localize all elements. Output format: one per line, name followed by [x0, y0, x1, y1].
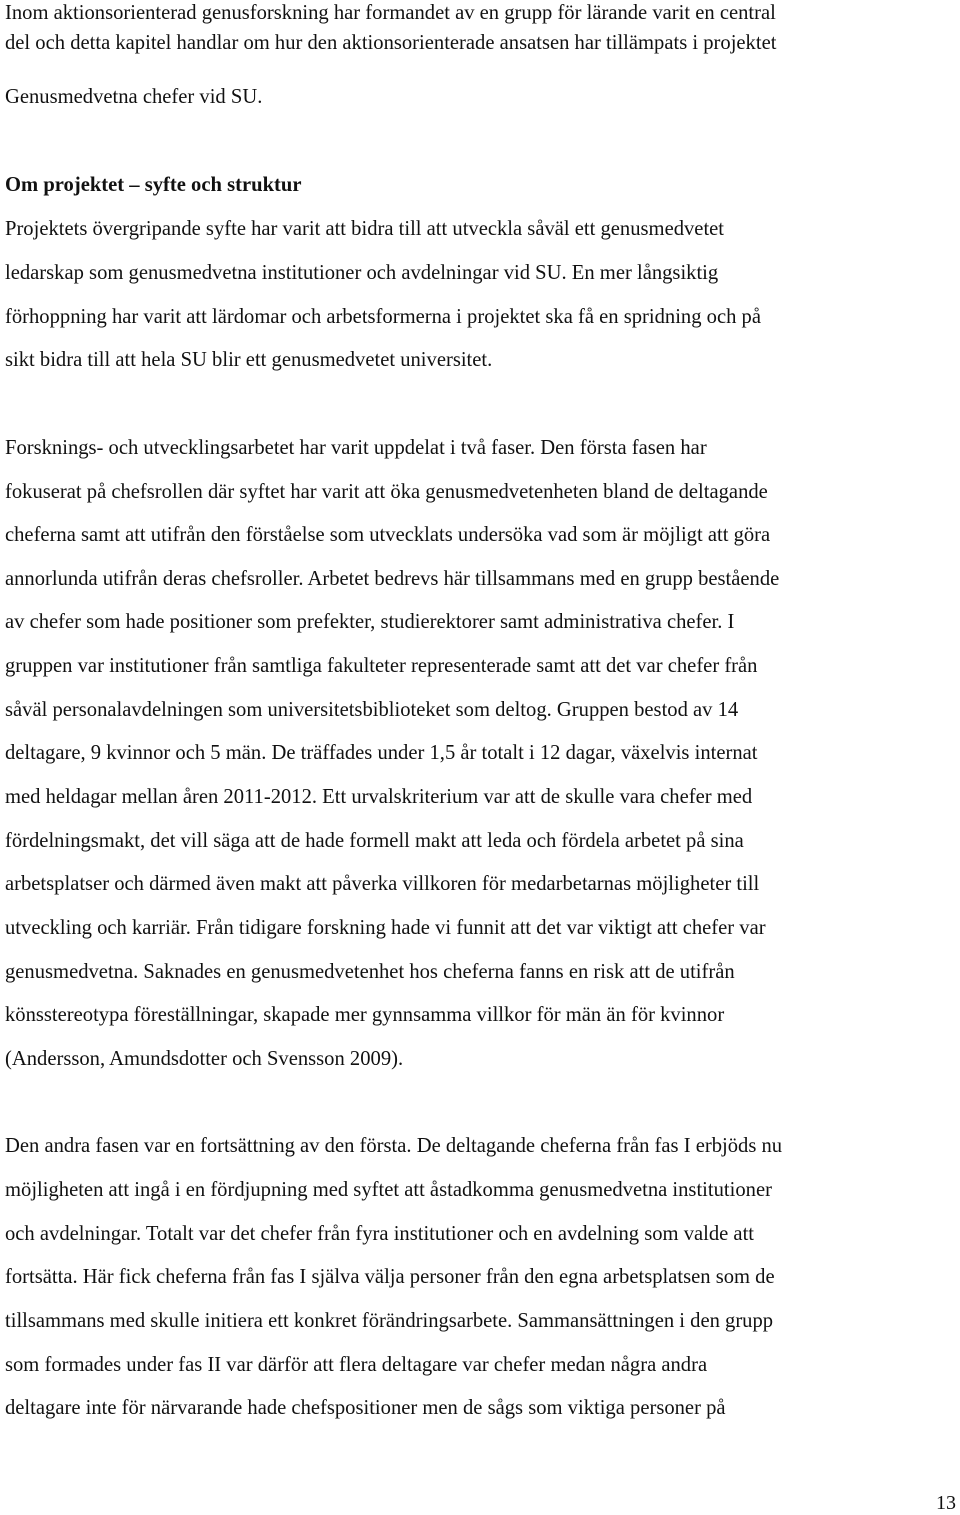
para2-line-1: Forsknings- och utvecklingsarbetet har varit uppdelat i två faser. Den första fasen har	[5, 437, 707, 459]
para2-line-2: fokuserat på chefsrollen där syftet har varit att öka genusmedvetenheten bland de deltagande	[5, 481, 768, 503]
para2-line-7: såväl personalavdelningen som universitetsbiblioteket som deltog. Gruppen bestod av 14	[5, 699, 739, 721]
para3-line-4: fortsätta. Här fick cheferna från fas I själva välja personer från den egna arbetsplatsen som de	[5, 1266, 775, 1288]
para2-line-6: gruppen var institutioner från samtliga fakulteter representerade samt att det var chefer från	[5, 655, 758, 677]
para2-line-11: arbetsplatser och därmed även makt att påverka villkoren för medarbetarnas möjligheter till	[5, 873, 760, 895]
page-number: 13	[936, 1492, 956, 1514]
para1-line-2: ledarskap som genusmedvetna institutioner och avdelningar vid SU. En mer långsiktig	[5, 262, 719, 284]
para3-line-1: Den andra fasen var en fortsättning av den första. De deltagande cheferna från fas I erbjöds nu	[5, 1135, 783, 1157]
intro-line-1: Inom aktionsorienterad genusforskning har formandet av en grupp för lärande varit en central	[5, 2, 776, 24]
para2-line-10: fördelningsmakt, det vill säga att de hade formell makt att leda och fördela arbetet på sina	[5, 830, 744, 852]
para1-line-3: förhoppning har varit att lärdomar och arbetsformerna i projektet ska få en spridning och på	[5, 306, 761, 328]
para3-line-5: tillsammans med skulle initiera ett konkret förändringsarbete. Sammansättningen i den grupp	[5, 1310, 774, 1332]
para2-line-15: (Andersson, Amundsdotter och Svensson 2009).	[5, 1048, 404, 1070]
para1-line-1: Projektets övergripande syfte har varit att bidra till att utveckla såväl ett genusmedvetet	[5, 218, 725, 240]
para2-line-3: cheferna samt att utifrån den förståelse som utvecklats undersöka vad som är möjligt att göra	[5, 524, 771, 546]
para3-line-7: deltagare inte för närvarande hade chefspositioner men de sågs som viktiga personer på	[5, 1397, 726, 1419]
intro-line-2: del och detta kapitel handlar om hur den aktionsorienterade ansatsen har tillämpats i projektet	[5, 32, 777, 54]
para2-line-9: med heldagar mellan åren 2011-2012. Ett urvalskriterium var att de skulle vara chefer med	[5, 786, 753, 808]
para2-line-13: genusmedvetna. Saknades en genusmedvetenhet hos cheferna fanns en risk att de utifrån	[5, 961, 735, 983]
para2-line-12: utveckling och karriär. Från tidigare forskning hade vi funnit att det var viktigt att chefer var	[5, 917, 766, 939]
para2-line-14: könsstereotypa föreställningar, skapade mer gynnsamma villkor för män än för kvinnor	[5, 1004, 725, 1026]
section-heading: Om projektet – syfte och struktur	[5, 174, 302, 196]
para2-line-5: av chefer som hade positioner som prefekter, studierektorer samt administrativa chefer. I	[5, 611, 735, 633]
para2-line-8: deltagare, 9 kvinnor och 5 män. De träffades under 1,5 år totalt i 12 dagar, växelvis internat	[5, 742, 758, 764]
para1-line-4: sikt bidra till att hela SU blir ett genusmedvetet universitet.	[5, 349, 493, 371]
para3-line-3: och avdelningar. Totalt var det chefer från fyra institutioner och en avdelning som valde att	[5, 1223, 755, 1245]
intro-line-3: Genusmedvetna chefer vid SU.	[5, 86, 263, 108]
para3-line-2: möjligheten att ingå i en fördjupning med syftet att åstadkomma genusmedvetna institutioner	[5, 1179, 772, 1201]
para3-line-6: som formades under fas II var därför att flera deltagare var chefer medan några andra	[5, 1354, 708, 1376]
para2-line-4: annorlunda utifrån deras chefsroller. Arbetet bedrevs här tillsammans med en grupp bestående	[5, 568, 780, 590]
